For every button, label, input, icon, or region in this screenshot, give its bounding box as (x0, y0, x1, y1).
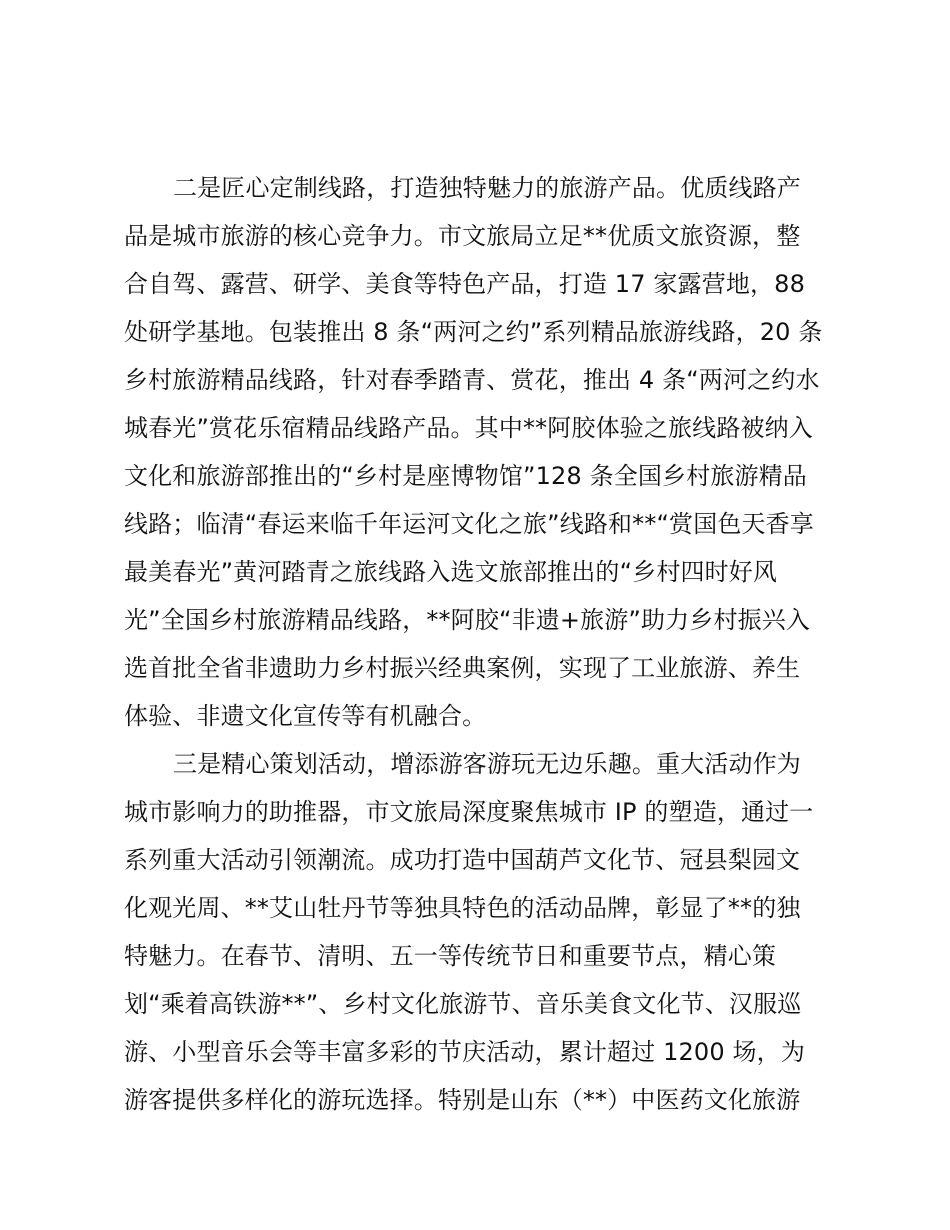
text-line: 城市影响力的助推器，市文旅局深度聚焦城市 IP 的塑造，通过一 (124, 798, 814, 826)
document-body (124, 164, 844, 1124)
text-line: 处研学基地。包装推出 8 条“两河之约”系列精品旅游线路，20 条 (124, 318, 823, 346)
text-line: 三是精心策划活动，增添游客游玩无边乐趣。重大活动作为 (173, 750, 801, 778)
paragraph-route-products (124, 164, 844, 740)
text-line: 城春光”赏花乐宿精品线路产品。其中**阿胶体验之旅线路被纳入 (124, 414, 813, 442)
text-line: 游客提供多样化的游玩选择。特别是山东（**）中医药文化旅游 (124, 1086, 801, 1114)
text-line: 选首批全省非遗助力乡村振兴经典案例，实现了工业旅游、养生 (124, 654, 801, 682)
text-line: 品是城市旅游的核心竞争力。市文旅局立足**优质文旅资源，整 (124, 222, 801, 250)
text-line: 合自驾、露营、研学、美食等特色产品，打造 17 家露营地，88 (124, 270, 805, 298)
text-line: 系列重大活动引领潮流。成功打造中国葫芦文化节、冠县梨园文 (124, 846, 801, 874)
text-line: 光”全国乡村旅游精品线路，**阿胶“非遗+旅游”助力乡村振兴入 (124, 606, 811, 634)
text-line: 化观光周、**艾山牡丹节等独具特色的活动品牌，彰显了**的独 (124, 894, 801, 922)
text-line: 最美春光”黄河踏青之旅线路入选文旅部推出的“乡村四时好风 (124, 558, 778, 586)
text-line: 线路；临清“春运来临千年运河文化之旅”线路和**“赏国色天香享 (124, 510, 814, 538)
text-line: 二是匠心定制线路，打造独特魅力的旅游产品。优质线路产 (173, 174, 801, 202)
text-line: 体验、非遗文化宣传等有机融合。 (124, 702, 487, 730)
text-line: 文化和旅游部推出的“乡村是座博物馆”128 条全国乡村旅游精品 (124, 462, 807, 490)
paragraph-planned-activities (124, 740, 844, 1124)
text-line: 游、小型音乐会等丰富多彩的节庆活动，累计超过 1200 场，为 (124, 1038, 805, 1066)
text-line: 划“乘着高铁游**”、乡村文化旅游节、音乐美食文化节、汉服巡 (124, 990, 802, 1018)
text-line: 特魅力。在春节、清明、五一等传统节日和重要节点，精心策 (124, 942, 777, 970)
text-line: 乡村旅游精品线路，针对春季踏青、赏花，推出 4 条“两河之约水 (124, 366, 820, 394)
